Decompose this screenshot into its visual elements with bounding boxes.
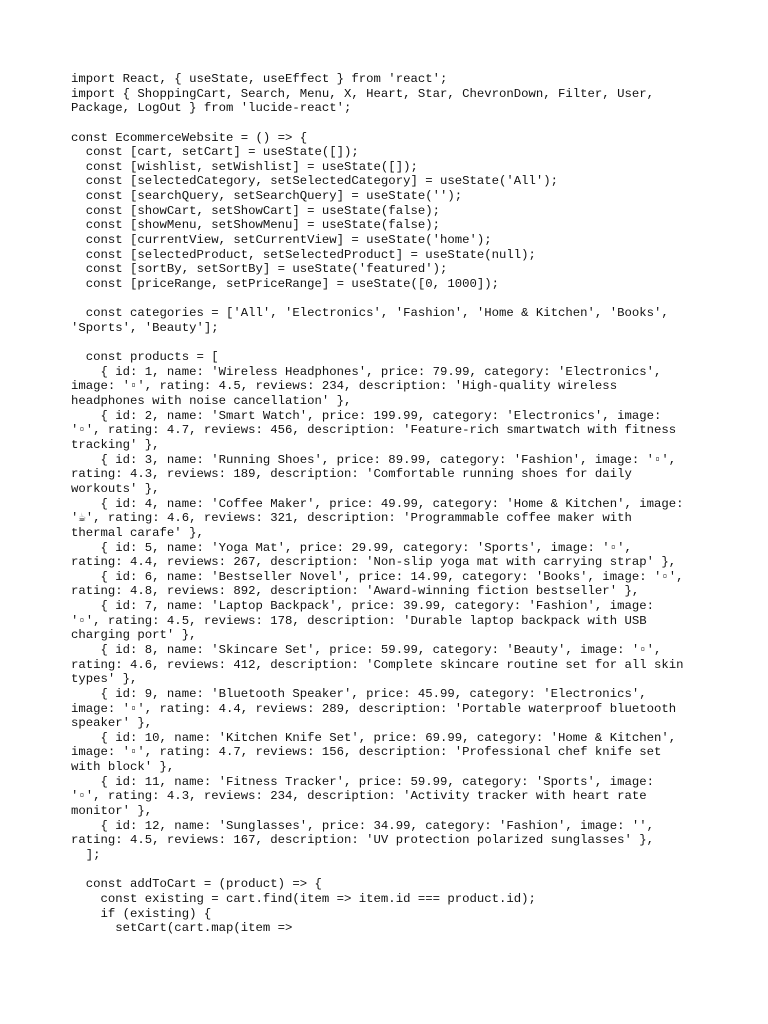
code-line: rating: 4.8, reviews: 892, description: 'Award-winning fiction bestseller' }, [71,584,640,599]
code-line: import { ShoppingCart, Search, Menu, X, Heart, Star, ChevronDown, Filter, User, [71,86,654,101]
code-line: { id: 3, name: 'Running Shoes', price: 89.99, category: 'Fashion', image: '▫', [71,452,677,467]
blank-line [71,116,711,131]
code-line: const [selectedCategory, setSelectedCategory] = useState('All'); [71,174,559,189]
code-line: const [showMenu, setShowMenu] = useState(false); [71,218,440,233]
blank-line [71,336,711,351]
code-line: thermal carafe' }, [71,525,204,540]
code-line: ]; [71,847,101,862]
blank-line [71,292,711,307]
code-line: image: '▫', rating: 4.5, reviews: 234, description: 'High-quality wireless [71,379,618,394]
code-line: const [searchQuery, setSearchQuery] = useState(''); [71,189,463,204]
code-line: { id: 6, name: 'Bestseller Novel', price: 14.99, category: 'Books', image: '▫', [71,569,684,584]
code-line: const [sortBy, setSortBy] = useState('featured'); [71,262,448,277]
code-line: { id: 1, name: 'Wireless Headphones', price: 79.99, category: 'Electronics', [71,364,662,379]
code-line: rating: 4.4, reviews: 267, description: 'Non-slip yoga mat with carrying strap' }, [71,555,677,570]
code-line: '▫', rating: 4.3, reviews: 234, description: 'Activity tracker with heart rate [71,789,647,804]
code-line: with block' }, [71,760,175,775]
code-line: rating: 4.6, reviews: 412, description: 'Complete skincare routine set for all skin [71,657,684,672]
code-line: const addToCart = (product) => { [71,877,322,892]
code-line: { id: 10, name: 'Kitchen Knife Set', price: 69.99, category: 'Home & Kitchen', [71,730,677,745]
code-line: setCart(cart.map(item => [71,921,293,936]
code-line: '☕', rating: 4.6, reviews: 321, description: 'Programmable coffee maker with [71,511,632,526]
code-line: { id: 2, name: 'Smart Watch', price: 199.99, category: 'Electronics', image: [71,408,662,423]
code-line: monitor' }, [71,804,153,819]
code-line: workouts' }, [71,481,160,496]
code-line: { id: 9, name: 'Bluetooth Speaker', price: 45.99, category: 'Electronics', [71,686,647,701]
code-line: { id: 7, name: 'Laptop Backpack', price: 39.99, category: 'Fashion', image: [71,599,654,614]
code-line: headphones with noise cancellation' }, [71,394,352,409]
code-line: { id: 11, name: 'Fitness Tracker', price: 59.99, category: 'Sports', image: [71,774,654,789]
code-line: rating: 4.5, reviews: 167, description: 'UV protection polarized sunglasses' }, [71,833,654,848]
code-line: const EcommerceWebsite = () => { [71,130,308,145]
code-line: 'Sports', 'Beauty']; [71,320,219,335]
code-line: Package, LogOut } from 'lucide-react'; [71,101,352,116]
code-line: const [cart, setCart] = useState([]); [71,145,359,160]
code-line: const [wishlist, setWishlist] = useState([]); [71,159,418,174]
code-line: { id: 4, name: 'Coffee Maker', price: 49.99, category: 'Home & Kitchen', image: [71,496,684,511]
code-line: tracking' }, [71,438,160,453]
code-line: import React, { useState, useEffect } from 'react'; [71,72,448,86]
code-document [71,72,711,936]
code-line: image: '▫', rating: 4.4, reviews: 289, description: 'Portable waterproof bluetooth [71,701,677,716]
code-line: charging port' }, [71,628,197,643]
code-line: const products = [ [71,350,219,365]
code-line: { id: 12, name: 'Sunglasses', price: 34.99, category: 'Fashion', image: '', [71,818,654,833]
code-line: rating: 4.3, reviews: 189, description: 'Comfortable running shoes for daily [71,467,632,482]
code-line: '▫', rating: 4.5, reviews: 178, description: 'Durable laptop backpack with USB [71,613,647,628]
code-line: const categories = ['All', 'Electronics', 'Fashion', 'Home & Kitchen', 'Books', [71,306,669,321]
code-line: '▫', rating: 4.7, reviews: 456, description: 'Feature-rich smartwatch with fitness [71,423,677,438]
code-line: if (existing) { [71,906,212,921]
code-line: const [showCart, setShowCart] = useState(false); [71,203,440,218]
blank-line [71,863,711,878]
code-line: const existing = cart.find(item => item.id === product.id); [71,891,536,906]
code-line: speaker' }, [71,716,153,731]
code-line: image: '▫', rating: 4.7, reviews: 156, description: 'Professional chef knife set [71,745,662,760]
code-line: { id: 5, name: 'Yoga Mat', price: 29.99, category: 'Sports', image: '▫', [71,540,632,555]
code-line: const [priceRange, setPriceRange] = useState([0, 1000]); [71,276,500,291]
code-line: const [selectedProduct, setSelectedProduct] = useState(null); [71,247,536,262]
code-line: types' }, [71,672,138,687]
code-line: const [currentView, setCurrentView] = useState('home'); [71,233,492,248]
code-line: { id: 8, name: 'Skincare Set', price: 59.99, category: 'Beauty', image: '▫', [71,642,662,657]
